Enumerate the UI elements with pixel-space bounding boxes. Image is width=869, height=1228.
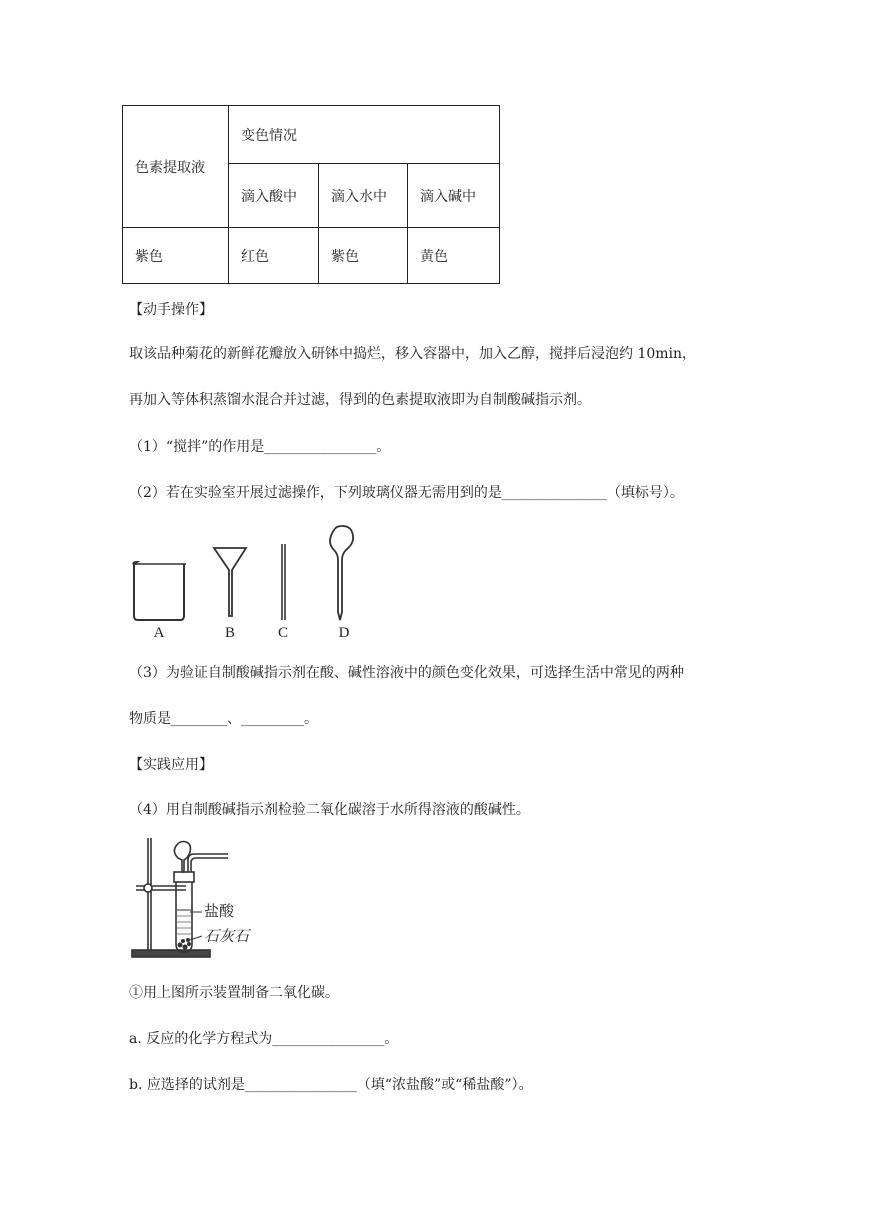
cell-extract-header: 色素提取液	[123, 106, 229, 228]
paragraph-2: 再加入等体积蒸馏水混合并过滤，得到的色素提取液即为自制酸碱指示剂。	[129, 392, 591, 408]
question-4: （4）用自制酸碱指示剂检验二氧化碳溶于水所得溶液的酸碱性。	[129, 802, 530, 818]
question-3-line-1: （3）为验证自制酸碱指示剂在酸、碱性溶液中的颜色变化效果，可选择生活中常见的两种	[129, 665, 684, 681]
label-limestone: 石灰石	[204, 929, 250, 945]
cell-water-header: 滴入水中	[319, 164, 408, 228]
question-2: （2）若在实验室开展过滤操作，下列玻璃仪器无需用到的是_______________（填标号）。	[129, 485, 684, 501]
label-hydrochloric-acid: 盐酸	[204, 904, 235, 920]
indicator-table	[122, 105, 500, 284]
glass-rod-icon	[282, 544, 285, 620]
long-funnel-icon	[330, 526, 353, 620]
step-a: a. 反应的化学方程式为________________。	[129, 1031, 399, 1047]
cell-base-header: 滴入碱中	[408, 164, 500, 228]
section-practice: 【实践应用】	[129, 757, 213, 773]
cell-color-change-header: 变色情况	[229, 106, 500, 164]
cell-base-value: 黄色	[408, 228, 500, 284]
cell-extract-value: 紫色	[123, 228, 229, 284]
clamp-screw-icon	[144, 884, 152, 892]
cell-acid-value: 红色	[229, 228, 319, 284]
question-3-line-2: 物质是________、_________。	[129, 711, 318, 727]
co2-apparatus-figure	[128, 832, 258, 964]
label-c: C	[277, 625, 289, 641]
stand-pole-icon	[148, 838, 151, 950]
section-hands-on: 【动手操作】	[129, 302, 213, 318]
question-1: （1）“搅拌”的作用是________________。	[129, 439, 391, 455]
glassware-figure	[128, 520, 368, 645]
step-b: b. 应选择的试剂是________________（填“浓盐酸”或“稀盐酸”）。	[129, 1077, 533, 1093]
beaker-icon	[133, 562, 184, 620]
label-b: B	[224, 625, 236, 641]
paragraph-1: 取该品种菊花的新鲜花瓣放入研钵中捣烂，移入容器中，加入乙醇，搅拌后浸泡约 10min，	[129, 346, 697, 362]
step-1: ①用上图所示装置制备二氧化碳。	[129, 985, 339, 1001]
funnel-icon	[214, 548, 246, 616]
label-a: A	[153, 625, 165, 641]
cell-acid-header: 滴入酸中	[229, 164, 319, 228]
limestone-icon	[178, 938, 192, 950]
stand-base-icon	[132, 950, 210, 957]
label-d: D	[338, 625, 350, 641]
cell-water-value: 紫色	[319, 228, 408, 284]
